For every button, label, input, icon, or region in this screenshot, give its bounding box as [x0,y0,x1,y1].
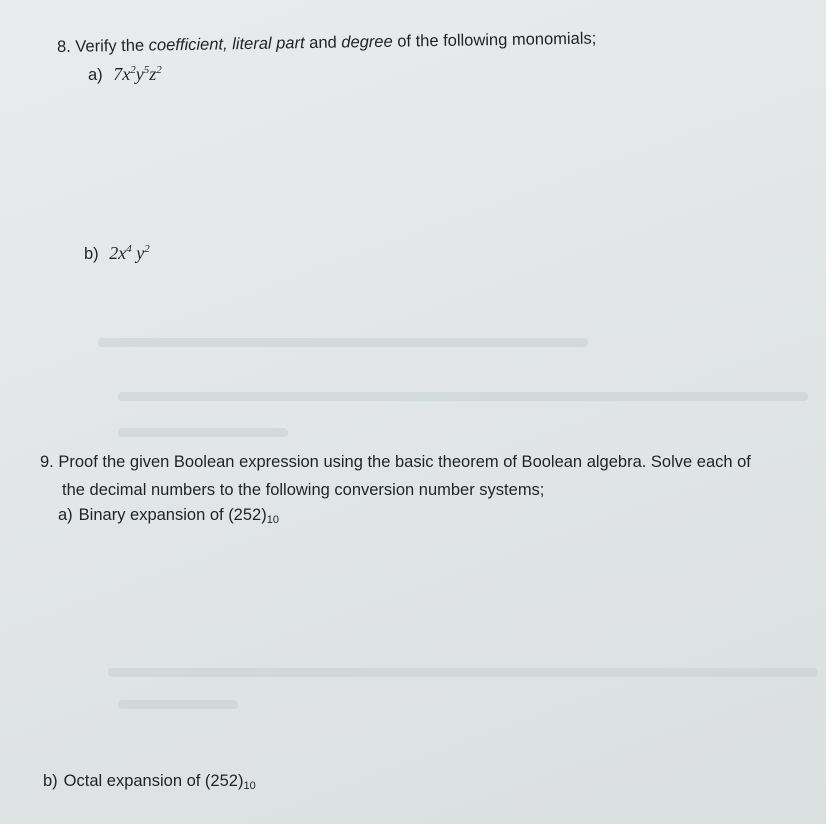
question-9-line-1: Proof the given Boolean expression using the basic theorem of Boolean algebra. Solve each of [58,453,751,471]
monomial-a-exp-z: 2 [156,64,162,76]
question-9b-text: Octal expansion of [63,772,205,790]
monomial-a-exp-y: 5 [143,64,150,76]
question-9b [43,771,256,791]
monomial-b [109,243,150,263]
question-9-prompt-line-2 [62,480,544,500]
monomial-a-coefficient: 7 [113,64,123,84]
question-9-prompt-line-1 [40,452,751,472]
question-8-prompt [57,29,597,57]
question-9a-base: 10 [266,514,279,526]
monomial-a [113,64,162,84]
question-9a-text: Binary expansion of [78,506,229,524]
question-9b-value: (252) [204,772,244,790]
question-8-number: 8. [56,37,71,56]
question-8b-label: b) [84,245,99,263]
monomial-b-var-y: y [136,243,145,263]
monomial-a-var-x: x [122,64,131,84]
question-9a [58,505,279,525]
monomial-a-var-y: y [135,64,144,84]
question-8a-label: a) [88,66,103,84]
monomial-a-exp-x: 2 [130,64,136,76]
question-8-term-coefficient: coefficient, literal part [148,34,305,55]
monomial-a-var-z: z [149,64,157,84]
question-8-text-before: Verify the [75,36,149,56]
question-8-text-middle: and [304,33,342,53]
question-9a-value: (252) [228,506,267,524]
question-9b-base: 10 [243,780,256,792]
monomial-b-var-x: x [118,243,127,263]
question-9-number: 9. [40,453,54,471]
question-9a-label: a) [58,506,73,524]
question-8a [88,64,162,85]
question-8b [84,243,150,264]
question-8-term-degree: degree [341,32,393,52]
monomial-b-exp-y: 2 [144,243,150,255]
question-9-line-2: the decimal numbers to the following conversion number systems; [62,481,545,499]
monomial-b-exp-x: 4 [126,243,132,255]
monomial-b-coefficient: 2 [109,243,119,263]
question-8-text-after: of the following monomials; [392,29,597,51]
question-9b-label: b) [43,772,58,790]
